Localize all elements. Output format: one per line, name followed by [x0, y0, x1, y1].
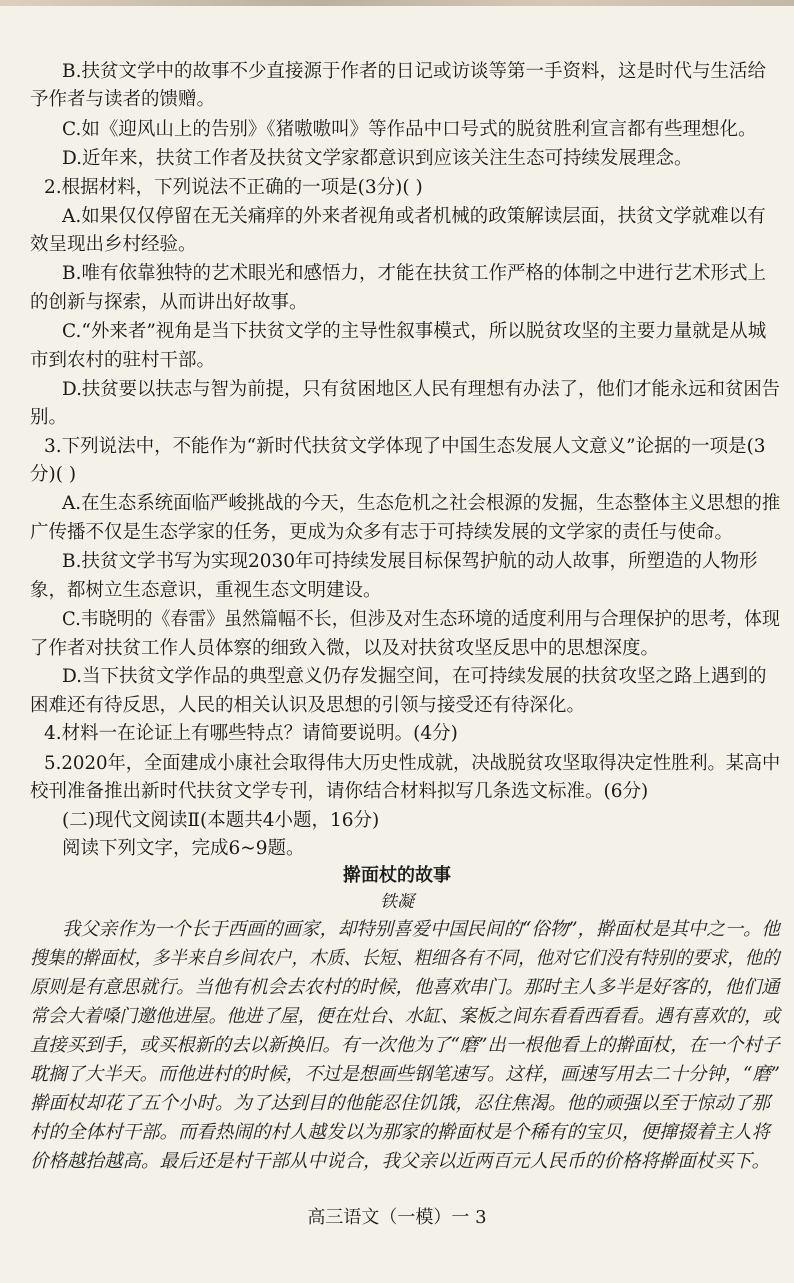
- text-line: 效呈现出乡村经验。: [30, 234, 197, 255]
- text-line: A.如果仅仅停留在无关痛痒的外来者视角或者机械的政策解读层面，扶贫文学就难以有: [62, 206, 766, 227]
- text-line: A.在生态系统面临严峻挑战的今天，生态危机之社会根源的发掘，生态整体主义思想的推: [62, 493, 781, 514]
- story-line: 搜集的擀面杖，多半来自乡间农户，木质、长短、粗细各有不同，他对它们没有特别的要求，他的: [30, 948, 780, 969]
- text-line: C.“外来者”视角是当下扶贫文学的主导性叙事模式，所以脱贫攻坚的主要力量就是从城: [62, 321, 767, 342]
- story-line: 价格越抬越高。最后还是村干部从中说合，我父亲以近两百元人民币的价格将擀面杖买下。: [30, 1151, 771, 1172]
- top-edge-shadow: [0, 0, 794, 6]
- page-footer: 高三语文（一模）一 3: [307, 1207, 487, 1228]
- text-line: D.近年来，扶贫工作者及扶贫文学家都意识到应该关注生态可持续发展理念。: [62, 148, 693, 169]
- story-line: 常会大着嗓门邀他进屋。他进了屋，便在灶台、水缸、案板之间东看看西看看。遇有喜欢的，或: [30, 1006, 781, 1027]
- text-line: 了作者对扶贫工作人员体察的细致入微，以及对扶贫攻坚反思中的思想深度。: [30, 638, 660, 659]
- text-line: 困难还有待反思，人民的相关认识及思想的引领与接受还有待深化。: [30, 695, 586, 716]
- text-line: B.扶贫文学书写为实现2030年可持续发展目标保驾护航的动人故事，所塑造的人物形: [62, 551, 758, 572]
- story-line: 原则是有意思就行。当他有机会去农村的时候，他喜欢串门。那时主人多半是好客的，他们通: [30, 977, 780, 998]
- text-line: C.韦晓明的《春雷》虽然篇幅不长，但涉及对生态环境的适度利用与合理保护的思考，体现: [62, 609, 780, 630]
- text-line: B.扶贫文学中的故事不少直接源于作者的日记或访谈等第一手资料，这是时代与生活给: [62, 61, 766, 82]
- question-4: 4.材料一在论证上有哪些特点？请简要说明。(4分): [44, 723, 458, 744]
- story-title: 擀面杖的故事: [343, 865, 451, 886]
- text-line: 别。: [30, 407, 68, 428]
- text-line: D.当下扶贫文学作品的典型意义仍存发掘空间，在可持续发展的扶贫攻坚之路上遇到的: [62, 666, 767, 687]
- text-line: 阅读下列文字，完成6~9题。: [62, 838, 305, 859]
- text-line: D.扶贫要以扶志与智为前提，只有贫困地区人民有理想有办法了，他们才能永远和贫困告: [62, 379, 781, 400]
- text-line: 予作者与读者的馈赠。: [30, 89, 216, 110]
- story-line: 擀面杖却花了五个小时。为了达到目的他能忍住饥饿，忍住焦渴。他的顽强以至于惊动了那: [30, 1093, 771, 1114]
- text-line: 的创新与探索，从而讲出好故事。: [30, 292, 308, 313]
- story-line: 村的全体村干部。而看热闹的村人越发以为那家的擀面杖是个稀有的宝贝，便撺掇着主人将: [30, 1122, 771, 1143]
- question-2-stem: 2.根据材料，下列说法不正确的一项是(3分)( ): [44, 177, 423, 198]
- text-line: 分)( ): [30, 464, 77, 485]
- text-line: 广传播不仅是生态学家的任务，更成为众多有志于可持续发展的文学家的责任与使命。: [30, 522, 734, 543]
- story-line: 耽搁了大半天。而他进村的时候，不过是想画些钢笔速写。这样，画速写用去二十分钟，“磨”: [30, 1064, 780, 1085]
- question-3-stem: 3.下列说法中，不能作为“新时代扶贫文学体现了中国生态发展人文意义”论据的一项是(3: [44, 436, 766, 457]
- text-line: C.如《迎风山上的告别》《猪嗷嗷叫》等作品中口号式的脱贫胜利宣言都有些理想化。: [62, 119, 757, 140]
- story-author: 铁凝: [380, 892, 414, 912]
- story-line: 我父亲作为一个长于西画的画家，却特别喜爱中国民间的“俗物”，擀面杖是其中之一。他: [62, 919, 780, 940]
- story-line: 直接买到手，或买根新的去以新换旧。有一次他为了“磨”出一根他看上的擀面杖，在一个村子: [30, 1035, 780, 1056]
- section-heading: (二)现代文阅读Ⅱ(本题共4小题，16分): [62, 810, 380, 831]
- text-line: 市到农村的驻村干部。: [30, 350, 216, 371]
- text-line: 象，都树立生态意识，重视生态文明建设。: [30, 580, 382, 601]
- text-line: 校刊准备推出新时代扶贫文学专刊，请你结合材料拟写几条选文标准。(6分): [30, 781, 649, 802]
- question-5: 5.2020年，全面建成小康社会取得伟大历史性成就，决战脱贫攻坚取得决定性胜利。某高中: [44, 753, 781, 774]
- text-line: B.唯有依靠独特的艺术眼光和感悟力，才能在扶贫工作严格的体制之中进行艺术形式上: [62, 263, 766, 284]
